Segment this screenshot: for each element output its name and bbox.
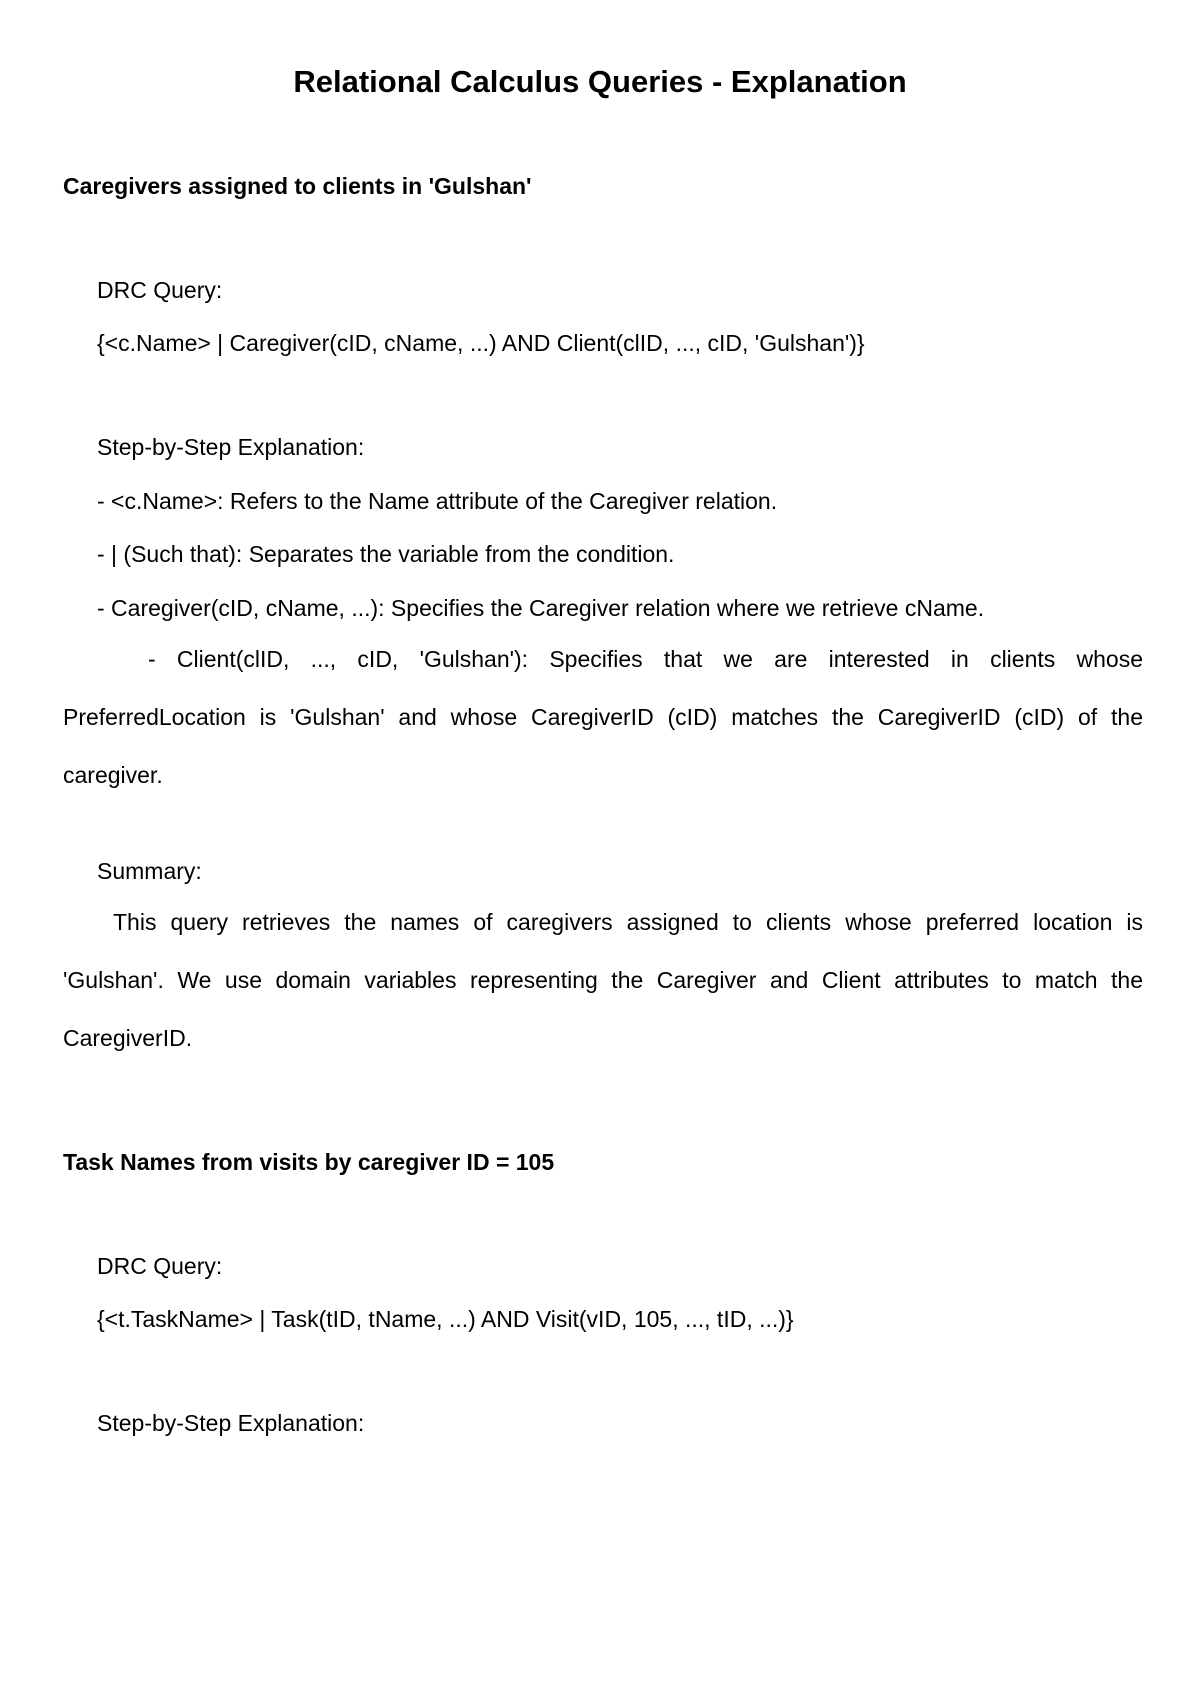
- section-heading-gulshan: Caregivers assigned to clients in 'Gulshan': [63, 173, 532, 199]
- drc-query-text: {<c.Name> | Caregiver(cID, cName, ...) AND Client(clID, ..., cID, 'Gulshan')}: [97, 330, 865, 356]
- step-item: - Caregiver(cID, cName, ...): Specifies the Caregiver relation where we retrieve cName.: [97, 595, 985, 621]
- section-heading-task-names: Task Names from visits by caregiver ID = 105: [63, 1149, 555, 1175]
- step-item: - | (Such that): Separates the variable from the condition.: [97, 541, 675, 567]
- step-by-step-label: Step-by-Step Explanation:: [97, 1410, 365, 1436]
- step-by-step-label: Step-by-Step Explanation:: [97, 434, 365, 460]
- document-title: Relational Calculus Queries - Explanation: [293, 64, 907, 99]
- summary-paragraph: This query retrieves the names of caregivers assigned to clients whose preferred location is 'Gulshan'. We use domain variables representing the Caregiver and Client attributes to match the CaregiverID.: [63, 909, 1143, 1051]
- summary-label: Summary:: [97, 858, 202, 884]
- drc-query-text: {<t.TaskName> | Task(tID, tName, ...) AND Visit(vID, 105, ..., tID, ...)}: [97, 1306, 794, 1332]
- step-item: - <c.Name>: Refers to the Name attribute of the Caregiver relation.: [97, 488, 778, 514]
- drc-query-label: DRC Query:: [97, 277, 223, 303]
- step-item: - Client(clID, ..., cID, 'Gulshan'): Specifies that we are interested in clients whose PreferredLocation is 'Gulshan' and whose CaregiverID (cID) matches the CaregiverID (cID) of the caregiver.: [63, 646, 1143, 788]
- drc-query-label: DRC Query:: [97, 1253, 223, 1279]
